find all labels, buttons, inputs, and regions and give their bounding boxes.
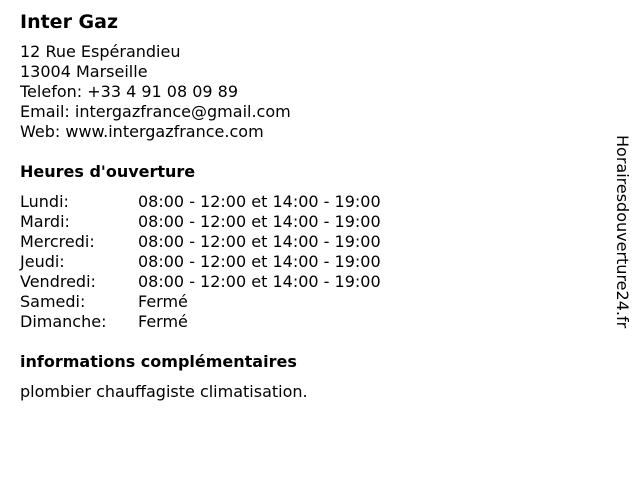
hours-row-wednesday xyxy=(20,232,600,252)
hours-row-thursday xyxy=(20,252,600,272)
day-label: Jeudi: xyxy=(20,252,65,271)
phone-line: Telefon: +33 4 91 08 09 89 xyxy=(20,82,239,101)
day-label: Dimanche: xyxy=(20,312,107,331)
business-name: Inter Gaz xyxy=(20,11,119,33)
day-hours: 08:00 - 12:00 et 14:00 - 19:00 xyxy=(138,212,381,231)
day-hours: Fermé xyxy=(138,312,188,331)
email-line: Email: intergazfrance@gmail.com xyxy=(20,102,291,121)
info-heading: informations complémentaires xyxy=(20,352,297,371)
day-hours: 08:00 - 12:00 et 14:00 - 19:00 xyxy=(138,252,381,271)
day-label: Lundi: xyxy=(20,192,69,211)
web-line: Web: www.intergazfrance.com xyxy=(20,122,264,141)
hours-row-tuesday xyxy=(20,212,600,232)
info-text: plombier chauffagiste climatisation. xyxy=(20,382,308,401)
day-label: Mercredi: xyxy=(20,232,95,251)
day-hours: 08:00 - 12:00 et 14:00 - 19:00 xyxy=(138,272,381,291)
day-hours: Fermé xyxy=(138,292,188,311)
hours-row-saturday xyxy=(20,292,600,312)
hours-row-friday xyxy=(20,272,600,292)
day-hours: 08:00 - 12:00 et 14:00 - 19:00 xyxy=(138,192,381,211)
day-hours: 08:00 - 12:00 et 14:00 - 19:00 xyxy=(138,232,381,251)
business-card xyxy=(20,10,600,402)
day-label: Mardi: xyxy=(20,212,70,231)
address-street: 12 Rue Espérandieu xyxy=(20,42,181,61)
day-label: Samedi: xyxy=(20,292,86,311)
hours-row-sunday xyxy=(20,312,600,332)
hours-row-monday xyxy=(20,192,600,212)
hours-table xyxy=(20,192,600,332)
site-watermark: Horairesdouverture24.fr xyxy=(613,135,632,329)
address-city: 13004 Marseille xyxy=(20,62,148,81)
hours-heading: Heures d'ouverture xyxy=(20,162,196,181)
day-label: Vendredi: xyxy=(20,272,96,291)
